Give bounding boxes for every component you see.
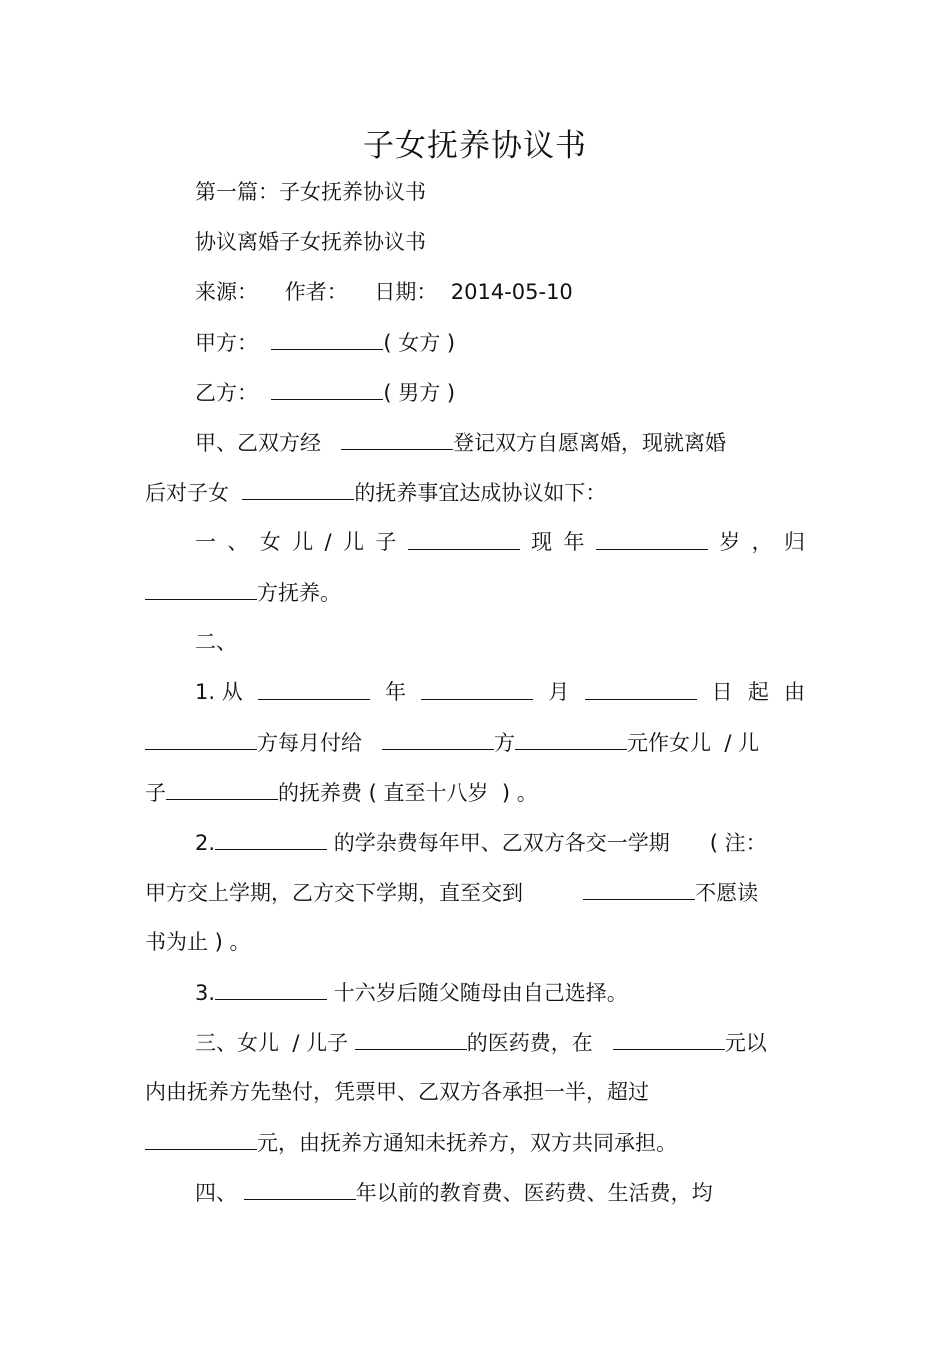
clause-three-line bbox=[195, 1027, 767, 1058]
text-segment: 方每月付给 bbox=[257, 731, 383, 755]
blank-field bbox=[145, 577, 257, 600]
text-segment: 元以 bbox=[724, 1031, 767, 1055]
text-segment: 甲方交上学期，乙方交下学期，直至交到 bbox=[145, 881, 584, 905]
clause-four-line bbox=[195, 1177, 713, 1208]
text-segment: 由 bbox=[783, 680, 805, 704]
char: 儿 bbox=[292, 530, 314, 554]
char: 女 bbox=[259, 530, 281, 554]
blank-field bbox=[271, 327, 383, 350]
clause-two-item-2 bbox=[195, 827, 767, 858]
text-segment: 方抚养。 bbox=[257, 581, 341, 605]
clause-two-heading bbox=[195, 627, 237, 657]
blank-field bbox=[421, 677, 533, 700]
source-line bbox=[195, 277, 573, 307]
char: 现 bbox=[531, 530, 553, 554]
text-segment: 登记双方自愿离婚，现就离婚 bbox=[453, 431, 727, 455]
text-segment: 的抚养费 ( 直至十八岁 ) 。 bbox=[278, 781, 538, 805]
paragraph-line bbox=[145, 577, 341, 608]
blank-field bbox=[242, 477, 354, 500]
char: ， bbox=[751, 530, 773, 554]
paragraph-line bbox=[145, 777, 538, 808]
text-segment: 书为止 ) 。 bbox=[145, 930, 251, 954]
party-a-label: 甲方： bbox=[195, 331, 272, 355]
text-segment: 方 bbox=[494, 731, 516, 755]
party-b-role: ( 男方 ) bbox=[383, 381, 456, 405]
blank-field bbox=[166, 777, 278, 800]
text-segment: 起 bbox=[747, 680, 769, 704]
chapter-heading-text: 第一篇：子女抚养协议书 bbox=[195, 180, 426, 204]
blank-field bbox=[215, 827, 327, 850]
text-segment: 的医药费，在 bbox=[466, 1031, 613, 1055]
text-segment: 内由抚养方先垫付，凭票甲、乙双方各承担一半，超过 bbox=[145, 1080, 649, 1104]
char: 归 bbox=[783, 530, 805, 554]
blank-field bbox=[515, 727, 627, 750]
paragraph-line bbox=[145, 1127, 677, 1158]
blank-field bbox=[145, 727, 257, 750]
paragraph-line bbox=[145, 1077, 649, 1107]
chapter-heading bbox=[195, 177, 426, 207]
blank-field bbox=[258, 677, 370, 700]
char: 年 bbox=[563, 530, 585, 554]
text-segment: 2. bbox=[195, 831, 216, 855]
char: / bbox=[324, 530, 332, 554]
paragraph-line bbox=[145, 727, 759, 758]
document-title: 子女抚养协议书 bbox=[363, 128, 587, 164]
blank-field bbox=[355, 1027, 467, 1050]
text-segment: 1. 从 bbox=[195, 680, 243, 704]
text-segment: 元，由抚养方通知未抚养方，双方共同承担。 bbox=[257, 1131, 677, 1155]
blank-field bbox=[583, 877, 695, 900]
party-a-line bbox=[195, 327, 455, 358]
party-b-label: 乙方： bbox=[195, 381, 272, 405]
text-segment: 的抚养事宜达成协议如下： bbox=[354, 481, 607, 505]
text-segment: 甲、乙双方经 bbox=[195, 431, 342, 455]
paragraph-line bbox=[195, 427, 726, 458]
blank-field bbox=[145, 1127, 257, 1150]
paragraph-line bbox=[145, 927, 251, 957]
char: 岁 bbox=[719, 530, 741, 554]
subtitle-text: 协议离婚子女抚养协议书 bbox=[195, 230, 426, 254]
party-b-line bbox=[195, 377, 455, 408]
blank-field bbox=[215, 977, 327, 1000]
clause-two-item-1 bbox=[195, 677, 805, 707]
char: 、 bbox=[227, 530, 249, 554]
text-segment: 日 bbox=[711, 680, 733, 704]
text-segment: 四、 bbox=[195, 1181, 244, 1205]
blank-field bbox=[244, 1177, 356, 1200]
blank-field bbox=[341, 427, 453, 450]
subtitle bbox=[195, 227, 426, 257]
party-a-role: ( 女方 ) bbox=[383, 331, 456, 355]
text-segment: 的学杂费每年甲、乙双方各交一学期 ( 注： bbox=[327, 831, 767, 855]
paragraph-line bbox=[145, 477, 606, 508]
blank-field bbox=[585, 677, 697, 700]
text-segment: 年 bbox=[385, 680, 407, 704]
blank-field bbox=[271, 377, 383, 400]
clause-one-line bbox=[195, 527, 805, 557]
text-segment: 3. bbox=[195, 981, 216, 1005]
text-segment: 月 bbox=[548, 680, 570, 704]
paragraph-line bbox=[145, 877, 758, 908]
text-segment: 元作女儿 / 儿 bbox=[627, 731, 760, 755]
text-segment: 三、女儿 / 儿子 bbox=[195, 1031, 355, 1055]
char: 儿 bbox=[342, 530, 364, 554]
text-segment: 子 bbox=[145, 781, 166, 805]
text-segment: 不愿读 bbox=[695, 881, 759, 905]
char: 一 bbox=[195, 530, 216, 554]
text-segment: 十六岁后随父随母由自己选择。 bbox=[327, 981, 628, 1005]
blank-field bbox=[596, 527, 708, 550]
blank-field bbox=[382, 727, 494, 750]
blank-field bbox=[613, 1027, 725, 1050]
text-segment: 二、 bbox=[195, 630, 237, 654]
source-text: 来源： 作者： 日期： 2014-05-10 bbox=[195, 280, 573, 304]
text-segment: 后对子女 bbox=[145, 481, 243, 505]
clause-two-item-3 bbox=[195, 977, 628, 1008]
blank-field bbox=[408, 527, 520, 550]
text-segment: 年以前的教育费、医药费、生活费，均 bbox=[355, 1181, 713, 1205]
char: 子 bbox=[375, 530, 397, 554]
